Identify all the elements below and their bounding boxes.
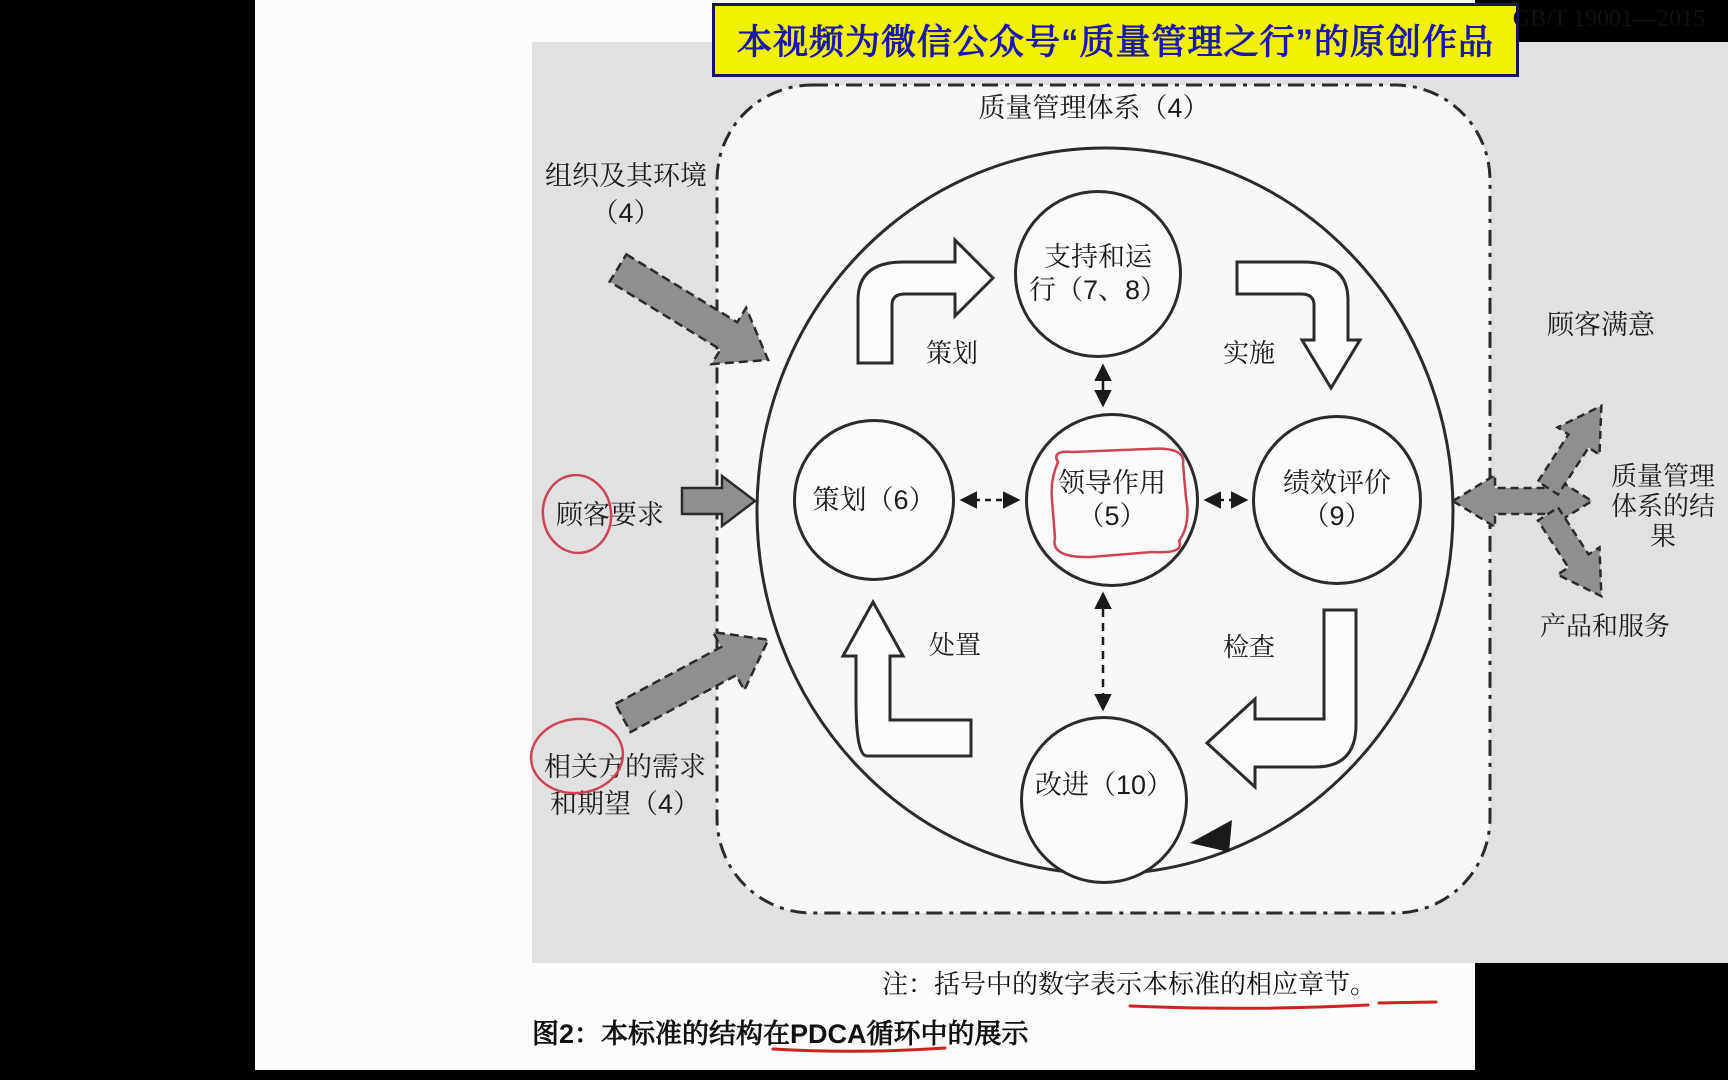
planning-label: 策划（6） [812, 484, 936, 515]
banner-text: 本视频为微信公众号“质量管理之行”的原创作品 [736, 23, 1494, 62]
products-services-label: 产品和服务 [1539, 611, 1670, 641]
qms-results-line3: 果 [1649, 521, 1676, 551]
support-operation-line1: 支持和运 [1044, 242, 1152, 272]
pdca-check-label: 检查 [1222, 632, 1275, 662]
diagram-shapes [255, 0, 1728, 1080]
figure-note: 注：括号中的数字表示本标准的相应章节。 [882, 969, 1377, 999]
interested-parties-label [539, 749, 711, 823]
planning-circle [793, 419, 955, 581]
customer-requirements-label: 顾客要求 [556, 500, 664, 530]
leadership-circle [1025, 413, 1199, 587]
support-operation-circle [1014, 190, 1182, 358]
qms-results-label [1606, 461, 1720, 551]
pdca-plan-label: 策划 [925, 338, 978, 368]
pdca-act-label: 处置 [928, 630, 981, 660]
organization-context-label [526, 158, 726, 232]
customer-satisfaction-label: 顾客满意 [1547, 310, 1655, 340]
interested-parties-line1: 相关方的需求 [544, 752, 706, 782]
qms-results-line2: 体系的结 [1610, 491, 1715, 521]
interested-parties-line2: 和期望（4） [549, 789, 701, 819]
pdca-do-label: 实施 [1222, 338, 1275, 368]
leadership-line1: 领导作用 [1058, 468, 1166, 498]
organization-context-line2: （4） [591, 198, 661, 228]
slide-content [255, 0, 1715, 1070]
qms-results-line1: 质量管理 [1610, 461, 1715, 491]
improvement-label: 改进（10） [1034, 769, 1174, 800]
performance-evaluation-line2: （9） [1302, 501, 1372, 531]
figure-caption: 图2：本标准的结构在PDCA循环中的展示 [532, 1019, 1029, 1049]
improvement-circle [1020, 716, 1188, 884]
performance-evaluation-circle [1252, 415, 1422, 585]
support-operation-line2: 行（7、8） [1028, 275, 1168, 305]
standard-reference: GB/T 19001—2015 [1512, 6, 1705, 32]
organization-context-line1: 组织及其环境 [545, 161, 707, 191]
qms-system-label: 质量管理体系（4） [978, 93, 1210, 123]
leadership-line2: （5） [1077, 501, 1147, 531]
performance-evaluation-line1: 绩效评价 [1283, 468, 1391, 498]
